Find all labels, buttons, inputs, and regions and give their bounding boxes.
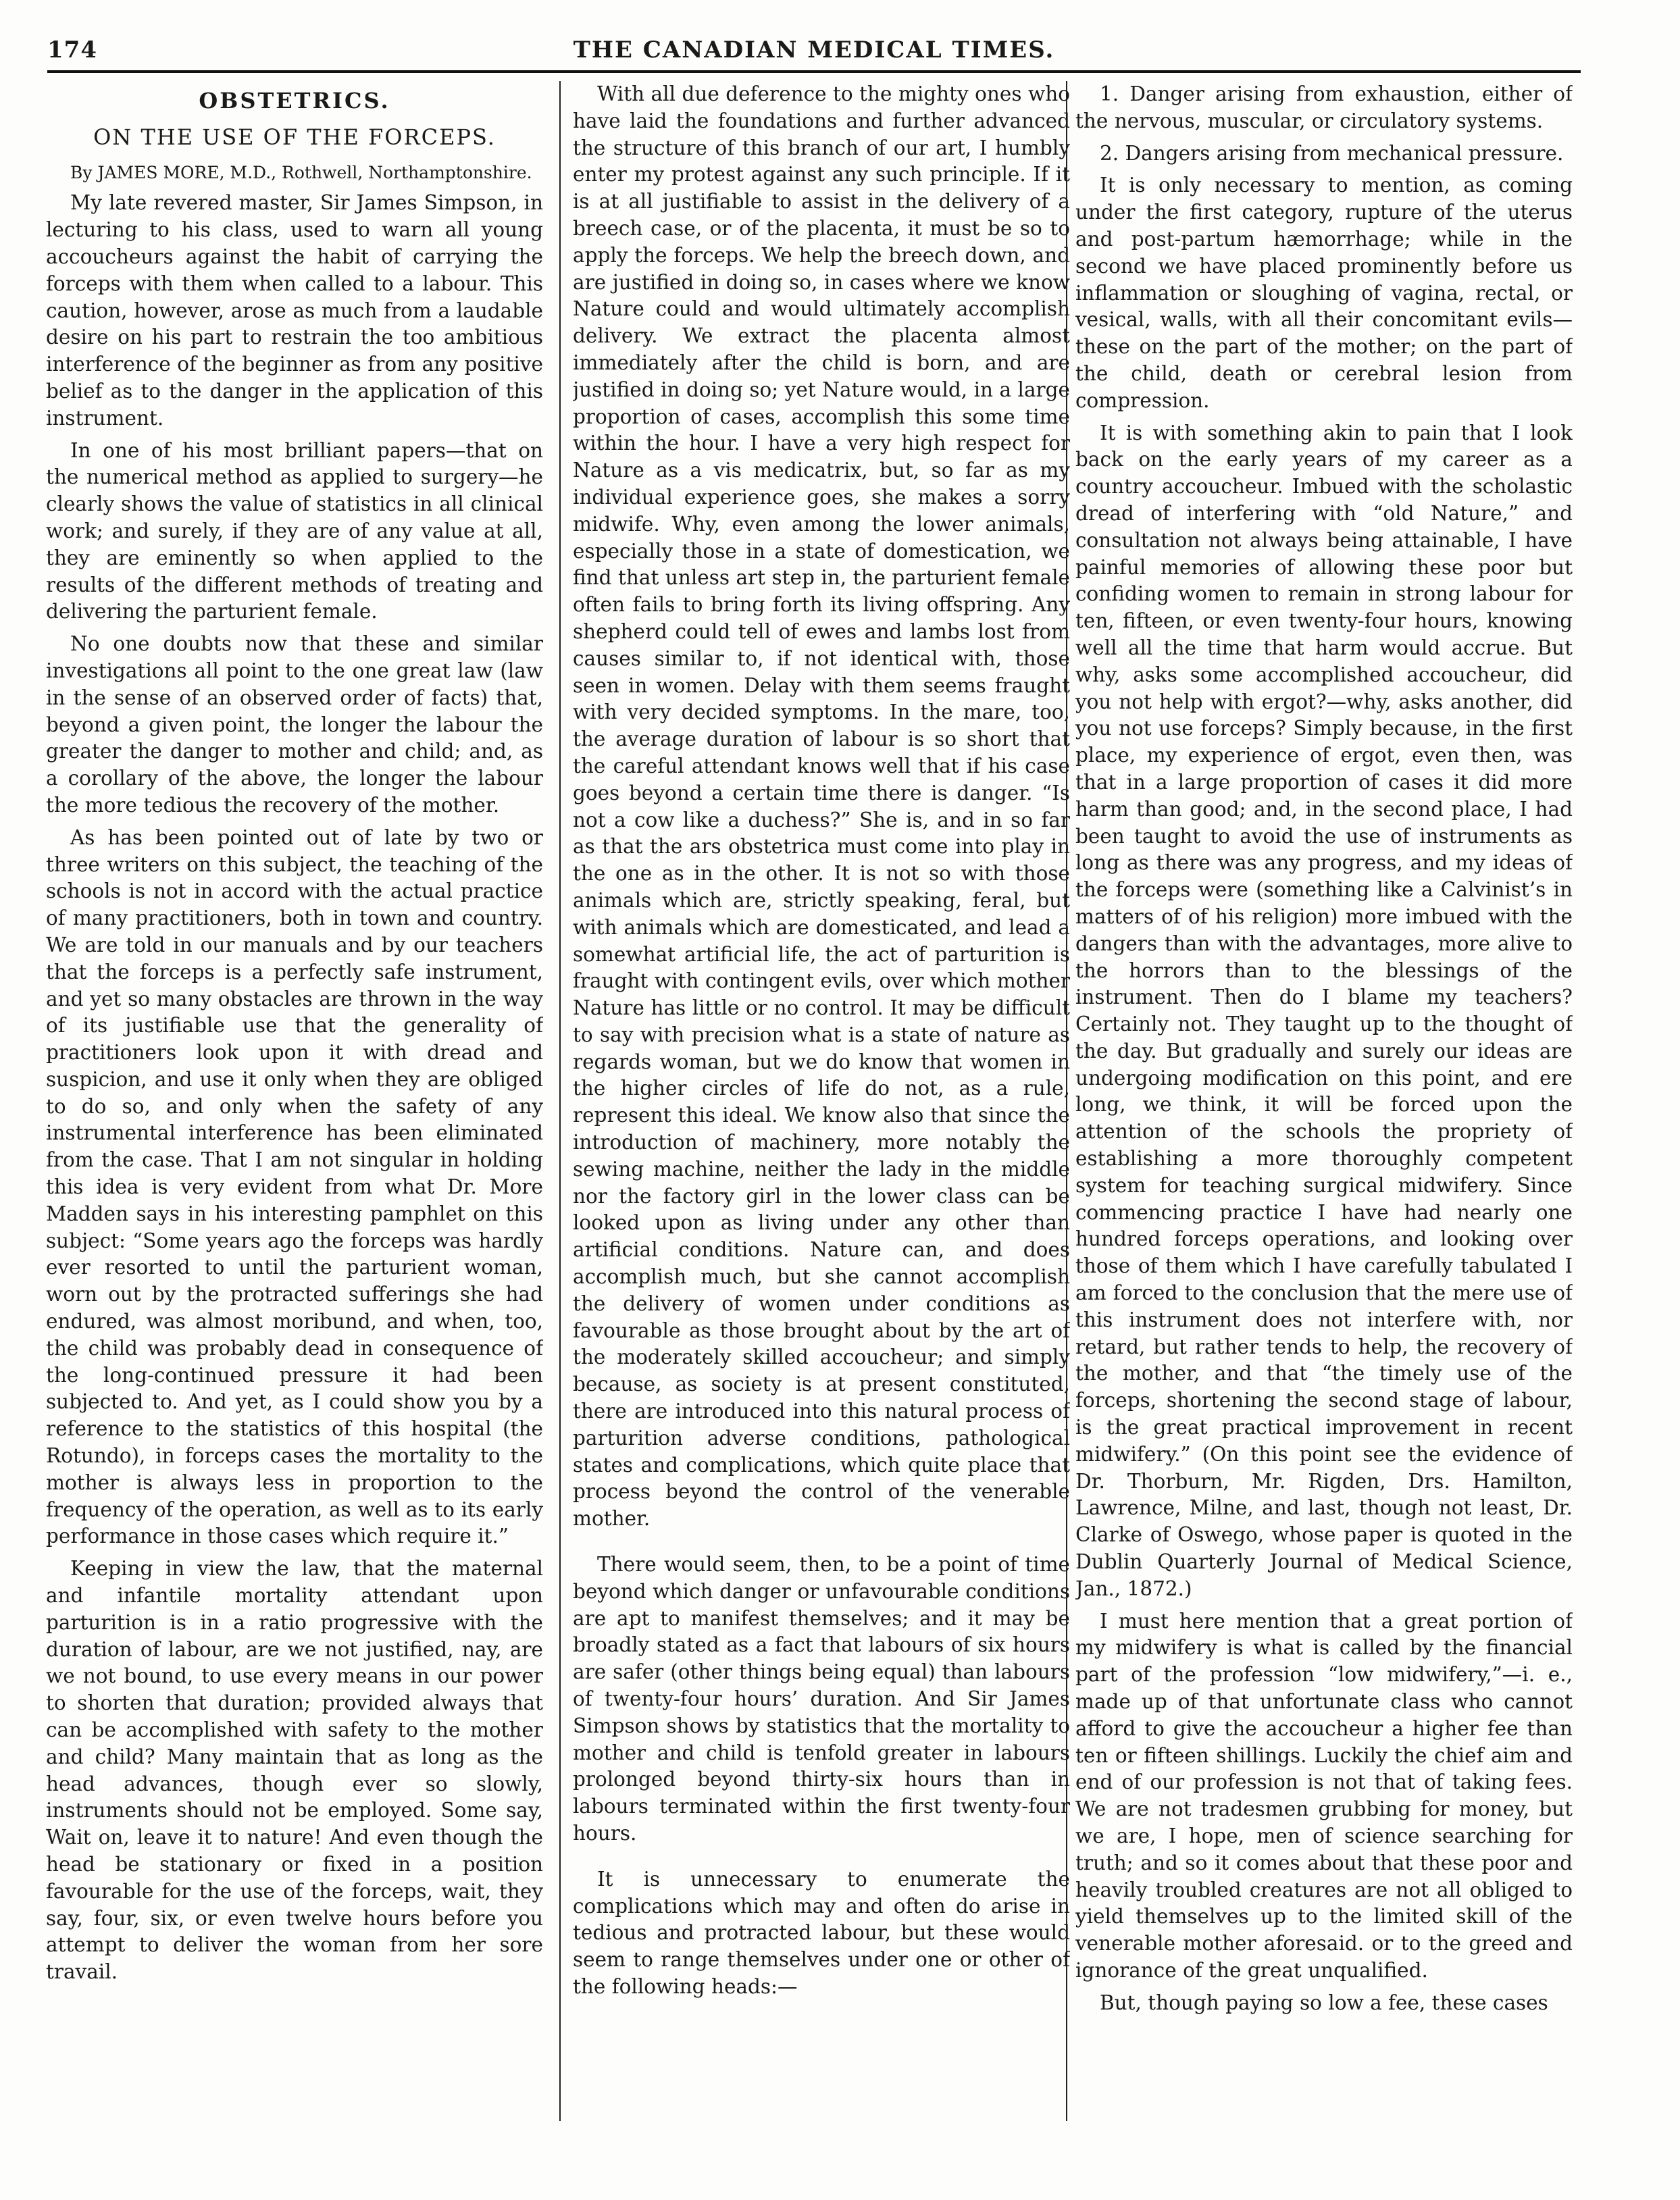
article-title: ON THE USE OF THE FORCEPS. — [93, 124, 496, 150]
running-head — [47, 34, 1581, 68]
paragraph: No one doubts now that these and similar investigations all point to the one great law (law in the sense of an observed order of facts) that, beyond a given point, the longer the labour the greater the danger to mother and child; and, as a corollary of the above, the longer the labour the more tedious the recovery of the mother. — [46, 632, 543, 817]
article-byline: By JAMES MORE, M.D., Rothwell, Northamptonshire. — [70, 162, 532, 182]
paragraph: Keeping in view the law, that the maternal and infantile mortality attendant upon parturition is in a ratio progressive with the duration of labour, are we not justified, nay, are we not bound, to use every means in our power to shorten that duration; provided always that can be accomplished with safety to the mother and child? Many maintain that as long as the head advances, though ever so slowly, instruments should not be employed. Some say, Wait on, leave it to nature! And even though the head be stationary or fixed in a position favourable for the use of the forceps, wait, they say, four, six, or even twelve hours before you attempt to deliver the woman from her sore travail. — [46, 1557, 543, 1984]
page-number: 174 — [47, 36, 97, 63]
paragraph: 1. Danger arising from exhaustion, either of the nervous, muscular, or circulatory systems. — [1075, 82, 1573, 132]
column-1 — [46, 81, 543, 2107]
paragraph: As has been pointed out of late by two or three writers on this subject, the teaching of the schools is not in accord with the actual practice of many practitioners, both in town and country. We are told in our manuals and by our teachers that the forceps is a perfectly safe instrument, and yet so many obstacles are thrown in the way of its justifiable use that the generality of practitioners look upon it with dread and suspicion, and use it only when they are obliged to do so, and only when the safety of any instrumental interference has been eliminated from the case. That I am not singular in holding this idea is very evident from what Dr. More Madden says in his interesting pamphlet on this subject: “Some years ago the forceps was hardly ever resorted to until the parturient woman, worn out by the protracted sufferings she had endured, was almost moribund, and when, too, the child was probably dead in consequence of the long-continued pressure it had been subjected to. And yet, as I could show you by a reference to the statistics of this hospital (the Rotundo), in forceps cases the mortality to the mother is always less in proportion to the frequency of the operation, as well as to its early performance in those cases which require it.” — [46, 825, 543, 1548]
paragraph: In one of his most brilliant papers—that on the numerical method as applied to surgery—he clearly shows the value of statistics in all clinical work; and surely, if they are of any value at all, they are eminently so when applied to the results of the different methods of treating and delivering the parturient female. — [46, 438, 543, 623]
paragraph: I must here mention that a great portion of my midwifery is what is called by the financial part of the profession “low midwifery,”—i. e., made up of that unfortunate class who cannot afford to give the accoucheur a higher fee than ten or fifteen shillings. Luckily the chief aim and end of our profession is not that of taking fees. We are not tradesmen grubbing for money, but we are, I hope, men of science searching for truth; and so it comes about that these poor and heavily troubled creatures are not all obliged to yield themselves up to the limited skill of the venerable mother aforesaid. or to the greed and ignorance of the great unqualified. — [1075, 1609, 1573, 1982]
paragraph: It is with something akin to pain that I look back on the early years of my career as a country accoucheur. Imbued with the scholastic dread of interfering with “old Nature,” and consultation not always being attainable, I have painful memories of allowing these poor but confiding women to remain in strong labour for ten, fifteen, or even twenty-four hours, knowing well all the time that harm would accrue. But why, asks some accomplished accoucheur, did you not help with ergot?—why, asks another, did you not use forceps? Simply because, in the first place, my experience of ergot, even then, was that in a large proportion of cases it did more harm than good; and, in the second place, I had been taught to avoid the use of instruments as long as there was any progress, and my ideas of the forceps were (something like a Calvinist’s in matters of of his religion) more imbued with the dangers than with the advantages, more alive to the horrors than to the blessings of the instrument. Then do I blame my teachers? Certainly not. They taught up to the thought of the day. But gradually and surely our ideas are undergoing modification on this point, and ere long, we think, it will be forced upon the attention of the schools the propriety of establishing a more thoroughly competent system for teaching surgical midwifery. Since commencing practice I have had nearly one hundred forceps operations, and looking over those of them which I have carefully tabulated I am forced to the conclusion that the mere use of this instrument does not interfere with, nor retard, but rather tends to help, the recovery of the mother, and that “the timely use of the forceps, shortening the second stage of labour, is the great practical improvement in recent midwifery.” (On this point see the evidence of Dr. Thorburn, Mr. Rigden, Drs. Hamilton, Lawrence, Milne, and last, though not least, Dr. Clarke of Oswego, whose paper is quoted in the Dublin Quarterly Journal of Medical Science, Jan., 1872.) — [1075, 421, 1573, 1600]
paragraph: It is unnecessary to enumerate the complications which may and often do arise in tedious and protracted labour, but these would seem to range themselves under one or other of the following heads:— — [573, 1867, 1070, 1998]
column-3 — [1075, 81, 1573, 2107]
paragraph: My late revered master, Sir James Simpson, in lecturing to his class, used to warn all young accoucheurs against the habit of carrying the forceps with them when called to a labour. This caution, however, arose as much from a laudable desire on his part to restrain the too ambitious interference of the beginner as from any positive belief as to the danger in the application of this instrument. — [46, 191, 543, 430]
paragraph: But, though paying so low a fee, these cases — [1100, 1991, 1548, 2014]
paragraph: 2. Dangers arising from mechanical pressure. — [1100, 141, 1564, 165]
column-2 — [573, 81, 1070, 2107]
column-divider-1 — [559, 81, 561, 2121]
section-heading: OBSTETRICS. — [199, 88, 390, 113]
header-rule — [47, 70, 1581, 73]
paragraph: There would seem, then, to be a point of time beyond which danger or unfavourable conditions are apt to manifest themselves; and it may be broadly stated as a fact that labours of six hours are safer (other things being equal) than labours of twenty-four hours’ duration. And Sir James Simpson shows by statistics that the mortality to mother and child is tenfold greater in labours prolonged beyond thirty-six hours than in labours terminated within the first twenty-four hours. — [573, 1553, 1070, 1845]
paragraph: With all due deference to the mighty ones who have laid the foundations and further advanced the structure of this branch of our art, I humbly enter my protest against any such principle. If it is at all justifiable to assist in the delivery of a breech case, or of the placenta, it must be so to apply the forceps. We help the breech down, and are justified in doing so, in cases where we know Nature could and would ultimately accomplish delivery. We extract the placenta almost immediately after the child is born, and are justified in doing so; yet Nature would, in a large proportion of cases, accomplish this some time within the hour. I have a very high respect for Nature as a vis medicatrix, but, so far as my individual experience goes, she makes a sorry midwife. Why, even among the lower animals, especially those in a state of domestication, we find that unless art step in, the parturient female often fails to bring forth its living offspring. Any shepherd could tell of ewes and lambs lost from causes similar to, if not identical with, those seen in women. Delay with them seems fraught with very decided symptoms. In the mare, too, the average duration of labour is so short that the careful attendant knows well that if his case goes beyond a certain time there is danger. “Is not a cow like a duchess?” She is, and in so far as that the ars obstetrica must come into play in the one as in the other. It is not so with those animals which are, strictly speaking, feral, but with animals which are domesticated, and lead a somewhat artificial life, the act of parturition is fraught with contingent evils, over which mother Nature has little or no control. It may be difficult to say with precision what is a state of nature as regards woman, but we do know that women in the higher circles of life do not, as a rule, represent this ideal. We know also that since the introduction of machinery, more notably the sewing machine, neither the lady in the middle nor the factory girl in the lower class can be looked upon as living under any other than artificial conditions. Nature can, and does accomplish much, but she cannot accomplish the delivery of women under conditions as favourable as those brought about by the art of the moderately skilled accoucheur; and simply because, as society is at present constituted, there are introduced into this natural process of parturition adverse conditions, pathological states and complications, which quite place that process beyond the control of the venerable mother. — [573, 82, 1070, 1531]
paragraph: It is only necessary to mention, as coming under the first category, rupture of the uterus and post-partum hæmorrhage; while in the second we have placed prominently before us inflammation or sloughing of vagina, rectal, or vesical, walls, with all their concomitant evils—these on the part of the mother; on the part of the child, death or cerebral lesion from compression. — [1075, 174, 1573, 412]
journal-title: THE CANADIAN MEDICAL TIMES. — [573, 36, 1055, 63]
